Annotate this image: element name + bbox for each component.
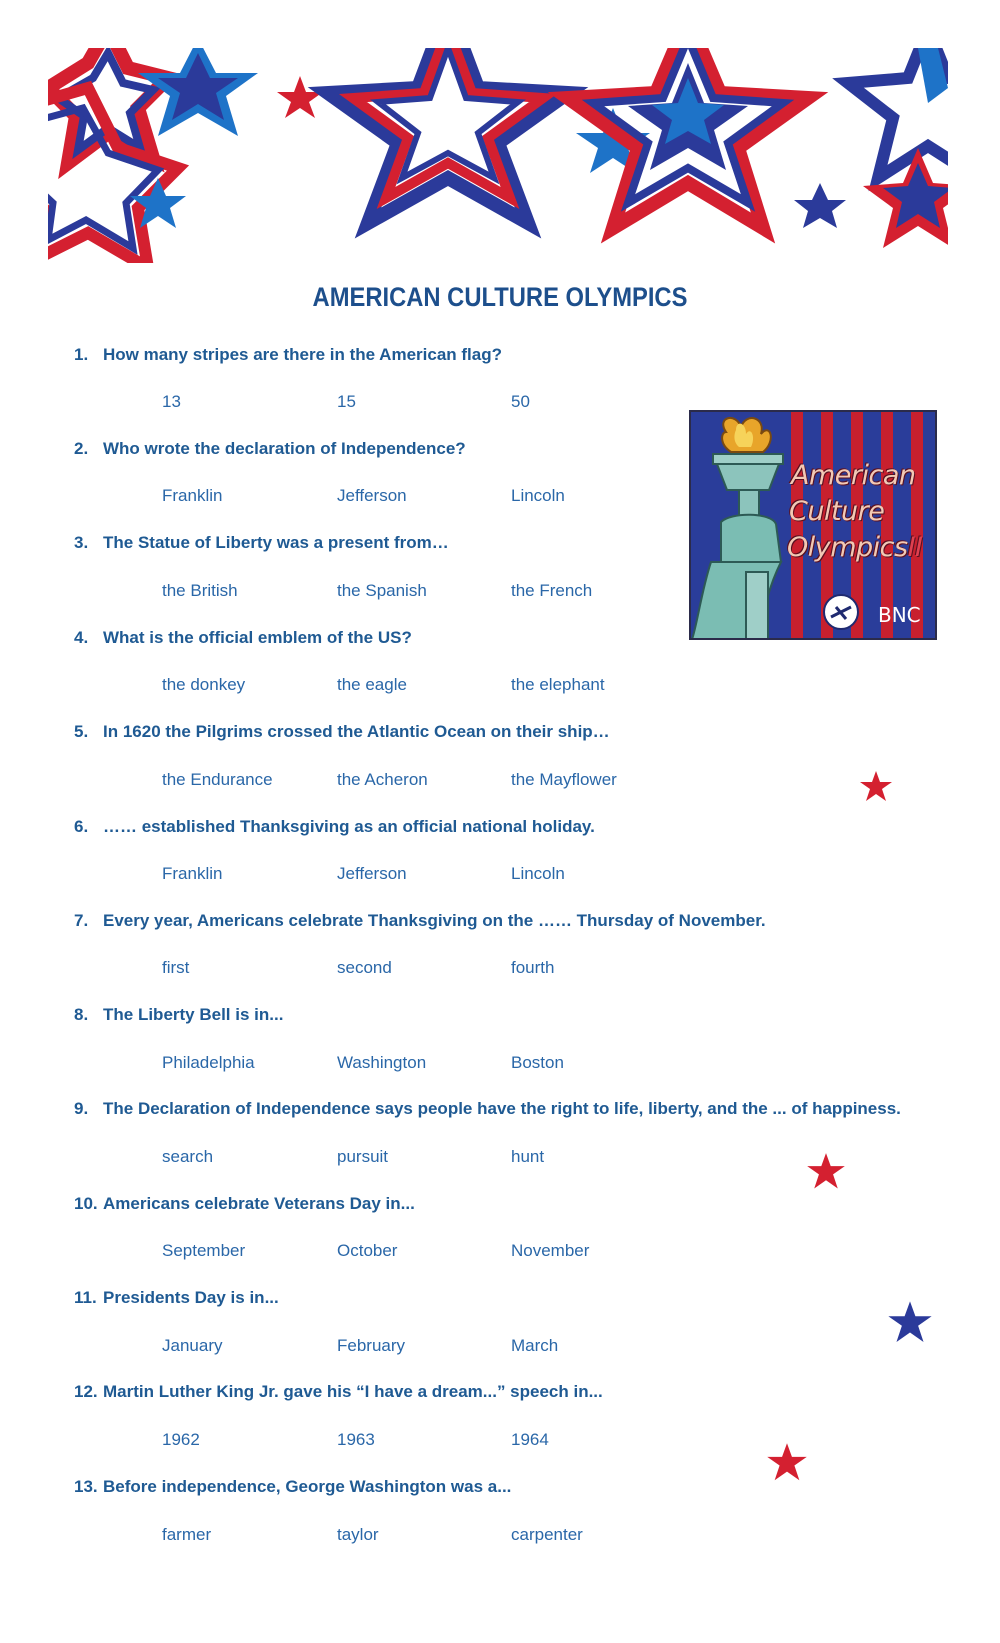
question-text: Presidents Day is in... (103, 1288, 279, 1307)
question-number: 12. (74, 1382, 98, 1401)
answer-option[interactable]: carpenter (511, 1525, 583, 1544)
answer-option[interactable]: search (162, 1147, 214, 1166)
question-number: 5. (74, 722, 89, 741)
answer-option[interactable]: February (337, 1336, 406, 1355)
answer-option[interactable]: Boston (511, 1053, 564, 1072)
question-8 (74, 1005, 283, 1025)
answer-option[interactable]: first (162, 958, 190, 977)
answer-option[interactable]: the Endurance (162, 770, 273, 789)
answer-option[interactable]: the elephant (511, 675, 605, 694)
answer-option[interactable]: November (511, 1241, 590, 1260)
question-number: 7. (74, 911, 89, 930)
question-text: Americans celebrate Veterans Day in... (103, 1194, 415, 1213)
question-11 (74, 1288, 279, 1308)
answer-option[interactable]: Franklin (162, 486, 223, 505)
question-number: 3. (74, 533, 89, 552)
answer-option[interactable]: October (337, 1241, 398, 1260)
question-number: 9. (74, 1099, 89, 1118)
answer-option[interactable]: the French (511, 581, 593, 600)
answer-option[interactable]: January (162, 1336, 223, 1355)
answer-option[interactable]: taylor (337, 1525, 379, 1544)
poster-title-word: Olympics (787, 532, 908, 563)
question-4 (74, 628, 412, 648)
olympics-poster-image (689, 410, 937, 640)
question-9 (74, 1099, 901, 1119)
question-1 (74, 345, 502, 365)
question-number: 1. (74, 345, 89, 364)
poster-numeral: II (907, 532, 923, 563)
answer-option[interactable]: Franklin (162, 864, 223, 883)
poster-title-line-2: Culture (789, 496, 885, 527)
page-title: AMERICAN CULTURE OLYMPICS (312, 282, 688, 312)
answer-option[interactable]: second (337, 958, 392, 977)
question-text: In 1620 the Pilgrims crossed the Atlantic Ocean on their ship… (103, 722, 610, 741)
answer-option[interactable]: Lincoln (511, 864, 565, 883)
question-text: Who wrote the declaration of Independence? (103, 439, 466, 458)
blue-star-icon (887, 1300, 933, 1346)
answer-option[interactable]: Jefferson (337, 864, 407, 883)
question-text: The Declaration of Independence says people have the right to life, liberty, and the ... of happiness. (103, 1099, 901, 1118)
answer-option[interactable]: farmer (162, 1525, 212, 1544)
answer-option[interactable]: the eagle (337, 675, 407, 694)
question-text: How many stripes are there in the American flag? (103, 345, 502, 364)
question-6 (74, 817, 595, 837)
question-13 (74, 1477, 511, 1497)
answer-option[interactable]: 50 (511, 392, 530, 411)
answer-option[interactable]: Philadelphia (162, 1053, 255, 1072)
red-star-icon (806, 1152, 846, 1192)
question-text: The Liberty Bell is in... (103, 1005, 284, 1024)
question-7 (74, 911, 766, 931)
answer-option[interactable]: September (162, 1241, 246, 1260)
question-text: …… established Thanksgiving as an official national holiday. (103, 817, 595, 836)
answer-option[interactable]: the Spanish (337, 581, 427, 600)
question-text: Martin Luther King Jr. gave his “I have a dream...” speech in... (103, 1382, 603, 1401)
poster-title-line-3 (787, 532, 923, 563)
question-number: 13. (74, 1477, 98, 1496)
poster-title-line-1: American (791, 460, 916, 491)
question-number: 10. (74, 1194, 98, 1213)
answer-option[interactable]: Washington (337, 1053, 427, 1072)
question-text: Before independence, George Washington was a... (103, 1477, 512, 1496)
red-star-icon (859, 770, 893, 804)
answer-option[interactable]: hunt (511, 1147, 545, 1166)
answer-option[interactable]: the Mayflower (511, 770, 617, 789)
answer-option[interactable]: Jefferson (337, 486, 407, 505)
question-number: 6. (74, 817, 89, 836)
question-number: 8. (74, 1005, 89, 1024)
question-5 (74, 722, 610, 742)
stars-banner (48, 48, 948, 263)
answer-option[interactable]: the Acheron (337, 770, 428, 789)
question-3 (74, 533, 449, 553)
answer-option[interactable]: March (511, 1336, 559, 1355)
answer-option[interactable]: Lincoln (511, 486, 565, 505)
question-2 (74, 439, 466, 459)
red-star-icon (766, 1442, 808, 1484)
logo-text-icon: BNC (878, 603, 921, 627)
question-text: The Statue of Liberty was a present from… (103, 533, 449, 552)
answer-option[interactable]: fourth (511, 958, 555, 977)
answer-option[interactable]: 1964 (511, 1430, 549, 1449)
answer-option[interactable]: the donkey (162, 675, 246, 694)
question-text: What is the official emblem of the US? (103, 628, 412, 647)
answer-option[interactable]: the British (162, 581, 238, 600)
answer-option[interactable]: 1962 (162, 1430, 200, 1449)
question-number: 11. (74, 1288, 97, 1307)
question-number: 2. (74, 439, 89, 458)
question-text: Every year, Americans celebrate Thanksgiving on the …… Thursday of November. (103, 911, 766, 930)
question-10 (74, 1194, 415, 1214)
question-12 (74, 1382, 603, 1402)
answer-option[interactable]: 15 (337, 392, 356, 411)
question-number: 4. (74, 628, 89, 647)
answer-option[interactable]: pursuit (337, 1147, 389, 1166)
answer-option[interactable]: 1963 (337, 1430, 375, 1449)
answer-option[interactable]: 13 (162, 392, 181, 411)
